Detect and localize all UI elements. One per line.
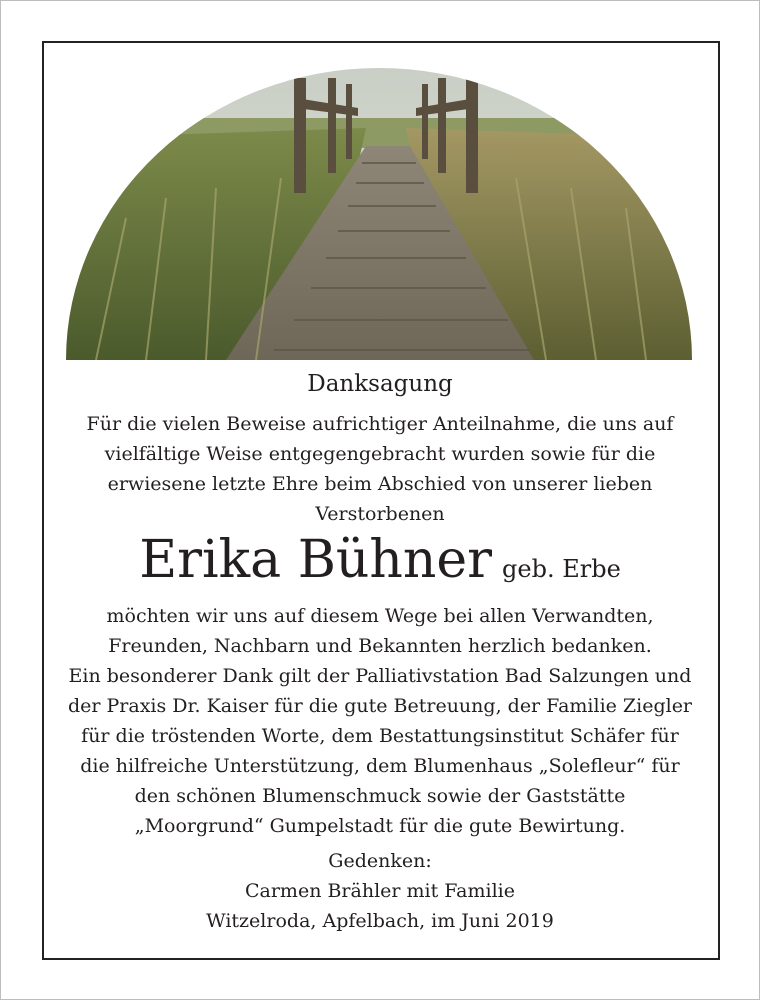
thanks-line: der Praxis Dr. Kaiser für die gute Betreuung, der Familie Ziegler [67,695,693,717]
thanks-line: die hilfreiche Unterstützung, dem Blumenhaus „Solefleur“ für [80,755,680,777]
thanks-line: für die tröstenden Worte, dem Bestattungsinstitut Schäfer für [81,725,679,747]
maiden-name: geb. Erbe [502,555,621,583]
signature-line: Witzelroda, Apfelbach, im Juni 2019 [206,910,554,932]
deceased-name-line [44,527,716,602]
signature-block [44,846,716,936]
thanks-line: Freunden, Nachbarn und Bekannten herzlich bedanken. [108,635,652,657]
intro-text [44,409,716,529]
intro-line: Verstorbenen [315,503,445,525]
intro-line: vielfältige Weise entgegengebracht wurden sowie für die [104,443,656,465]
thanks-text [44,601,716,841]
thanks-line: Ein besonderer Dank gilt der Palliativstation Bad Salzungen und [68,665,692,687]
signature-line: Carmen Brähler mit Familie [244,880,516,902]
deceased-name: Erika Bühner [139,530,493,590]
thanks-line: den schönen Blumenschmuck sowie der Gaststätte [134,785,626,807]
intro-line: erwiesene letzte Ehre beim Abschied von unserer lieben [107,473,653,495]
signature-line: Gedenken: [328,850,432,872]
intro-line: Für die vielen Beweise aufrichtiger Anteilnahme, die uns auf [86,413,674,435]
thanks-line: möchten wir uns auf diesem Wege bei allen Verwandten, [106,605,654,627]
thanks-line: „Moorgrund“ Gumpelstadt für die gute Bewirtung. [134,815,626,837]
boardwalk-photo [66,68,692,360]
notice-heading: Danksagung [307,371,453,397]
